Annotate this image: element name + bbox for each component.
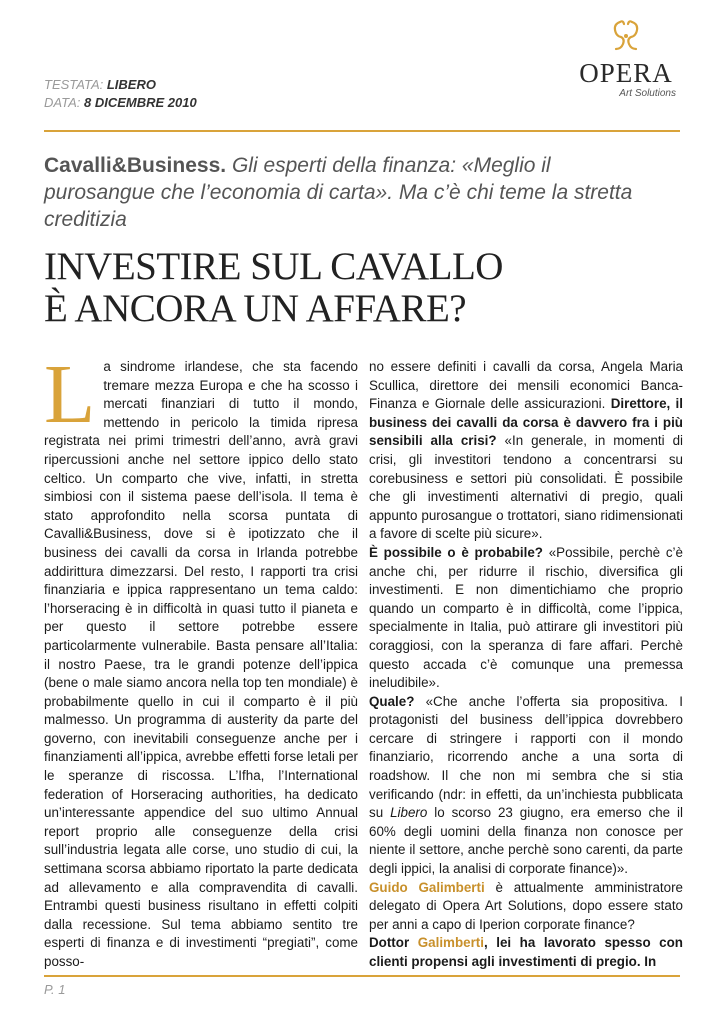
answer-3-part-1: «Che anche l’offerta sia propositiva. I protagonisti del business dell’ippica dovrebbero cercare di stringere i rapporti con il mondo finanziario, ricorrendo anche a una sorta di roadshow. Il che non mi sembra che si stia verificando (ndr: in effetti, da un’inchiesta pubblicata su: [369, 693, 683, 821]
column-1-text: a sindrome irlandese, che sta facendo tremare mezza Europa e che ha scosso i mercati finanziari di tutto il mondo, mettendo in pericolo la timida ripresa registrata nei primi trimestri dell’anno, avrà gravi ripercussioni anche nel settore ippico dello stato celtico. Un comparto che vive, infatti, in stretta simbiosi con il sistema paese dell’isola. Il tema è stato approfondito nella scorsa puntata di Cavalli&Business, dove si è ipotizzato che il business dei cavalli da corsa in Irlanda potrebbe addirittura dimezzarsi. Del resto, I rapporti tra crisi finanziaria e ippica rappresentano un tema caldo: l’horseracing è in difficoltà in quasi tutto il pianeta e per questo il settore potrebbe essere particolarmente vulnerabile. Basta pensare all’Italia: il nostro Paese, tra le grandi potenze dell’ippica (bene o male siamo ancora nella top ten mondiale) è probabilmente quello in cui il comparto è il più malmesso. Un programma di austerity da parte del governo, con inevitabili conseguenze anche per i finanziamenti all’ippica, avrebbe effetti forse letali per le speranze di riscossa. L’Ifha, l’International federation of Horseracing authorities, ha dedicato un’interessante appendice del suo ultimo Annual report proprio alle conseguenze della crisi sull’industria legata alle corse, uno studio di cui, la settimana scorsa abbiamo riportato la parte dedicata ad allevamento e alla compravendita di cavalli. Entrambi questi business risultano in effetti colpiti dalla recessione. Sul tema abbiamo sentito tre esperti di finanza e di investimenti “pregiati”, come posso-: [44, 359, 358, 969]
question-4-prefix: Dottor: [369, 935, 410, 951]
question-1: Direttore, il business dei cavalli da corsa è davvero fra i più sensibili alla crisi?: [369, 396, 684, 449]
question-2: È possibile o è probabile?: [369, 544, 543, 560]
answer-1: «In generale, in momenti di crisi, gli investitori tendono a concentrarsi su corebusiness e settori più consolidati. È possibile che gli investimenti alternativi di pregio, quali appunto purosangue o trottatori, siano ridimensionati a favore di scelte più sicure».: [369, 433, 683, 542]
testata-value: LIBERO: [106, 77, 156, 92]
article-column-2: [369, 358, 683, 972]
headline-line-2: È ANCORA UN AFFARE?: [44, 287, 467, 330]
testata-line: [44, 76, 197, 94]
headline-line-1: INVESTIRE SUL CAVALLO: [44, 245, 503, 288]
answer-3-publication: Libero: [390, 805, 428, 821]
logo-subtitle: Art Solutions: [619, 88, 676, 99]
question-4-text: , lei ha lavorato spesso con clienti propensi agli investimenti di pregio. In: [369, 935, 683, 969]
masthead-meta: [44, 76, 197, 112]
kicker: [44, 152, 664, 233]
kicker-lead: Cavalli&Business.: [44, 154, 227, 177]
answer-2: «Possibile, perchè c’è anche chi, per ridurre il rischio, diversifica gli investimenti. E non dimentichiamo che proprio quando un comparto è in difficoltà, come l’ippica, specialmente in Italia, può attirare gli investitori più coraggiosi, con la speranza di fare affari. Perchè questo accada c’è comunque una premessa ineludibile».: [369, 544, 683, 691]
answer-3-part-2: lo scorso 23 giugno, era emerso che il 60% degli uomini della finanza non conosce per niente il settore, anche perchè sono carenti, da parte degli ippici, la analisi di corporate finance)».: [369, 805, 683, 877]
question-4-name: Galimberti: [417, 935, 484, 951]
headline: [44, 246, 684, 330]
interviewee-intro: è attualmente amministratore delegato di Opera Art Solutions, dopo essere stato per anni a capo di Iperion corporate finance?: [369, 879, 683, 932]
interviewee-name: Guido Galimberti: [369, 879, 485, 895]
kicker-text: Gli esperti della finanza: «Meglio il purosangue che l’economia di carta». Ma c’è chi teme la stretta creditizia: [44, 154, 633, 231]
data-label: DATA:: [44, 95, 81, 110]
header-rule: [44, 130, 680, 132]
seahorse-emblem-icon: [606, 16, 646, 56]
data-value: 8 DICEMBRE 2010: [83, 95, 197, 110]
testata-label: TESTATA:: [44, 77, 104, 92]
question-3: Quale?: [369, 693, 415, 709]
drop-cap: L: [44, 348, 96, 441]
page-number: P. 1: [44, 982, 66, 997]
footer-rule: [44, 975, 680, 977]
logo-name: OPERA: [579, 58, 673, 88]
opera-logo: [566, 16, 686, 100]
article-column-1: [44, 348, 358, 972]
data-line: [44, 94, 197, 112]
column-2-intro: no essere definiti i cavalli da corsa, Angela Maria Scullica, direttore dei mensili economici Banca-Finanza e Giornale delle assicurazioni.: [369, 359, 683, 412]
